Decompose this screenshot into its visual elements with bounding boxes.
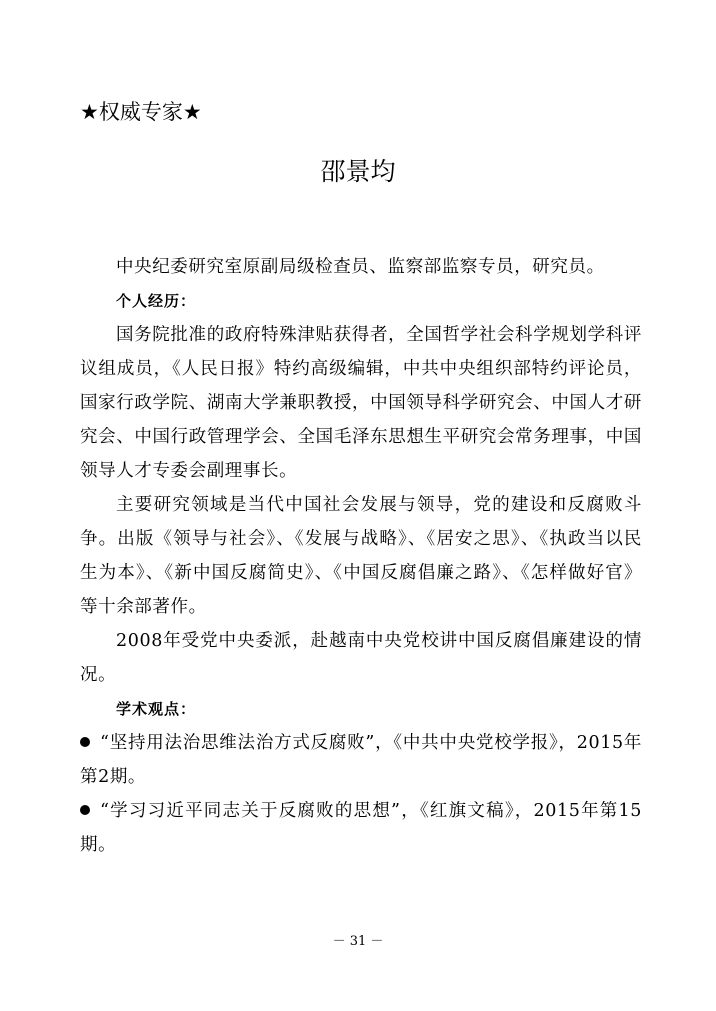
bullet-icon <box>80 737 90 747</box>
document-body <box>80 250 642 862</box>
page-number: － 31 － <box>332 934 384 949</box>
experience-paragraph: 国务院批准的政府特殊津贴获得者，全国哲学社会科学规划学科评议组成员，《人民日报》特约高级编辑，中共中央组织部特约评论员，国家行政学院、湖南大学兼职教授，中国领导科学研究会、中国人才研究会、中国行政管理学会、全国毛泽东思想生平研究会常务理事，中国领导人才专委会副理事长。 <box>80 325 642 481</box>
expert-position: 中央纪委研究室原副局级检查员、监察部监察专员，研究员。 <box>116 257 605 277</box>
experience-paragraph: 主要研究领域是当代中国社会发展与领导，党的建设和反腐败斗争。出版《领导与社会》、《发展与战略》、《居安之思》、《执政当以民生为本》、《新中国反腐简史》、《中国反腐倡廉之路》、《怎样做好官》等十余部著作。 <box>80 495 642 617</box>
views-heading: 学术观点： <box>116 700 197 718</box>
expert-name: 邵景均 <box>320 157 396 186</box>
experience-heading: 个人经历： <box>116 292 197 310</box>
section-title: ★权威专家★ <box>80 100 202 124</box>
bullet-icon <box>80 805 90 815</box>
view-item-text: “坚持用法治思维法治方式反腐败”，《中共中央党校学报》，2015年第2期。 <box>80 733 642 787</box>
experience-paragraph: 2008年受党中央委派，赴越南中央党校讲中国反腐倡廉建设的情况。 <box>80 631 642 685</box>
view-item <box>80 794 642 862</box>
view-item <box>80 726 642 794</box>
view-item-text: “学习习近平同志关于反腐败的思想”，《红旗文稿》，2015年第15期。 <box>80 801 642 855</box>
